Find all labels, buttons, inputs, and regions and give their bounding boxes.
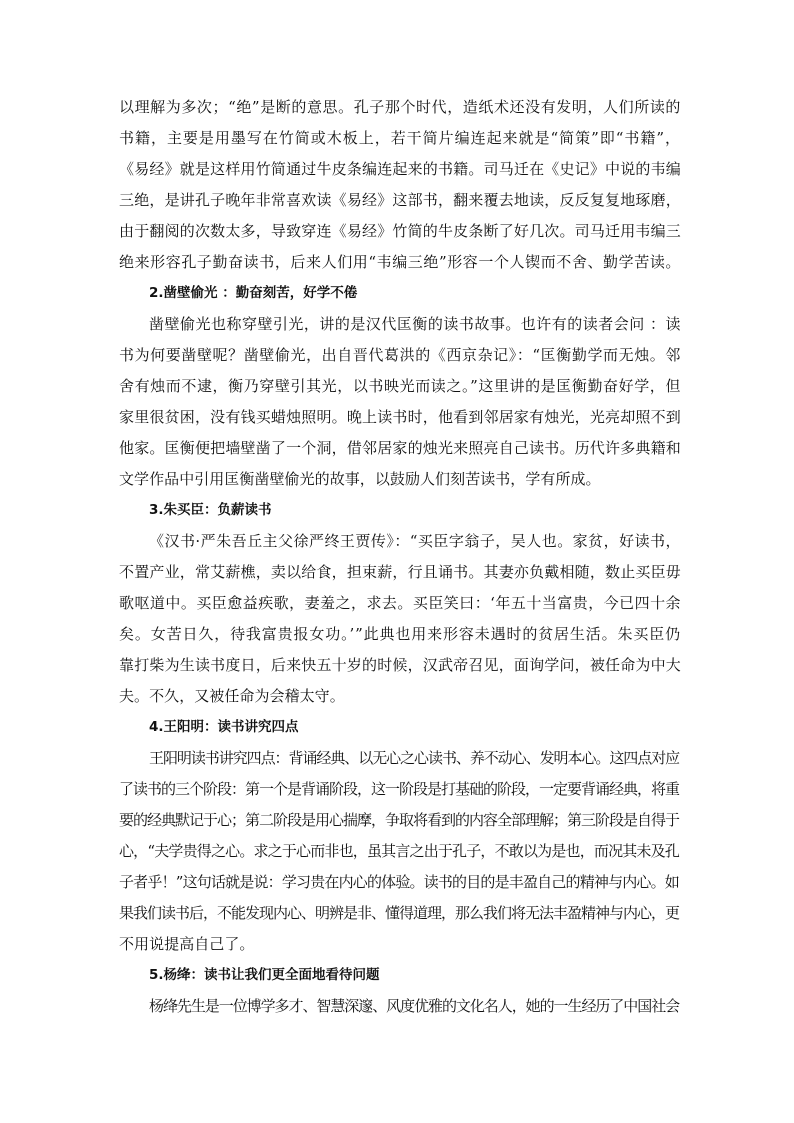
paragraph-line: 王阳明读书讲究四点：背诵经典、以无心之心读书、养不动心、发明本心。这四点对应 xyxy=(149,749,680,767)
paragraph-line: 靠打柴为生读书度日，后来快五十岁的时候，汉武帝召见，面询学问，被任命为中大 xyxy=(119,656,681,674)
paragraph-line: 杨绛先生是一位博学多才、智慧深邃、风度优雅的文化名人，她的一生经历了中国社会 xyxy=(149,997,680,1015)
paragraph-line: 三绝，是讲孔子晚年非常喜欢读《易经》这部书，翻来覆去地读，反反复复地琢磨， xyxy=(119,191,681,209)
paragraph-line: 《易经》就是这样用竹简通过牛皮条编连起来的书籍。司马迁在《史记》中说的韦编 xyxy=(119,160,681,178)
paragraph-line: 由于翻阅的次数太多，导致穿连《易经》竹简的牛皮条断了好几次。司马迁用韦编三 xyxy=(119,222,681,240)
paragraph-line: 矣。女苦日久，待我富贵报女功。’”此典也用来形容未遇时的贫居生活。朱买臣仍 xyxy=(119,625,681,643)
section-yang-jiang xyxy=(119,960,681,1022)
paragraph-line: 他家。匡衡便把墙壁凿了一个洞，借邻居家的烛光来照亮自己读书。历代许多典籍和 xyxy=(119,439,681,457)
section-zhu-maichen xyxy=(119,495,681,712)
paragraph-line: 夫。不久，又被任命为会稽太守。 xyxy=(119,687,345,705)
paragraph-line: 书籍，主要是用墨写在竹简或木板上，若干简片编连起来就是“简策”即“书籍”， xyxy=(119,129,681,147)
paragraph-line: 以理解为多次；“绝”是断的意思。孔子那个时代，造纸术还没有发明，人们所读的 xyxy=(119,98,681,116)
paragraph-line: 子者乎！”这句话就是说：学习贵在内心的体验。读书的目的是丰盈自己的精神与内心。如 xyxy=(119,873,679,891)
section-heading: 4.王阳明：读书讲究四点 xyxy=(149,719,299,735)
document-page xyxy=(119,92,681,1022)
paragraph-line: 书为何要凿壁呢？凿壁偷光，出自晋代葛洪的《西京杂记》：“匡衡勤学而无烛。邻 xyxy=(119,346,681,364)
paragraph-line: 歌呕道中。买臣愈益疾歌，妻羞之，求去。买臣笑曰：‘年五十当富贵，今已四十余 xyxy=(119,594,681,612)
paragraph-line: 果我们读书后，不能发现内心、明辨是非、懂得道理，那么我们将无法丰盈精神与内心，更 xyxy=(119,904,679,922)
section-heading: 3.朱买臣：负薪读书 xyxy=(149,502,272,518)
paragraph-line: 不置产业，常艾薪樵，卖以给食，担束薪，行且诵书。其妻亦负戴相随，数止买臣毋 xyxy=(119,563,681,581)
paragraph-line: 文学作品中引用匡衡凿壁偷光的故事，以鼓励人们刻苦读书，学有所成。 xyxy=(119,470,601,488)
paragraph-line: 绝来形容孔子勤奋读书，后来人们用“韦编三绝”形容一个人锲而不舍、勤学苦读。 xyxy=(119,253,681,271)
paragraph-line: 了读书的三个阶段：第一个是背诵阶段，这一阶段是打基础的阶段，一定要背诵经典，将重 xyxy=(119,780,679,798)
paragraph-line: 要的经典默记于心；第二阶段是用心揣摩，争取将看到的内容全部理解；第三阶段是自得于 xyxy=(119,811,679,829)
paragraph-line: 凿壁偷光也称穿壁引光，讲的是汉代匡衡的读书故事。也许有的读者会问 ：读 xyxy=(149,315,681,333)
section-intro xyxy=(119,92,681,278)
paragraph-line: 心，“夫学贵得之心。求之于心而非也，虽其言之出于孔子，不敢以为是也，而况其未及孔 xyxy=(119,842,679,860)
section-zaobi-touguang xyxy=(119,278,681,495)
paragraph-line: 《汉书·严朱吾丘主父徐严终王贾传》：“买臣字翁子，吴人也。家贫，好读书， xyxy=(149,532,681,550)
section-heading: 5.杨绛：读书让我们更全面地看待问题 xyxy=(149,967,380,983)
paragraph-line: 家里很贫困，没有钱买蜡烛照明。晚上读书时，他看到邻居家有烛光，光亮却照不到 xyxy=(119,408,681,426)
paragraph-line: 不用说提高自己了。 xyxy=(119,935,255,953)
section-wang-yangming xyxy=(119,712,681,960)
section-heading: 2.凿壁偷光 ：勤奋刻苦，好学不倦 xyxy=(149,285,358,301)
paragraph-line: 舍有烛而不逮，衡乃穿壁引其光，以书映光而读之。”这里讲的是匡衡勤奋好学，但 xyxy=(119,377,681,395)
